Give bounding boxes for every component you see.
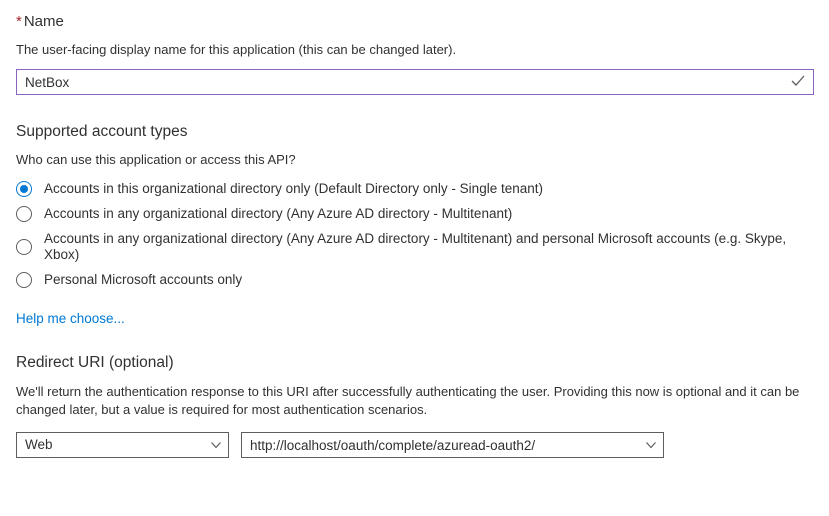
account-types-radio-group xyxy=(16,181,813,288)
platform-select[interactable]: Web xyxy=(16,432,229,458)
name-label-text: Name xyxy=(23,13,64,30)
help-me-choose-link[interactable]: Help me choose... xyxy=(16,311,125,326)
radio-icon[interactable] xyxy=(16,181,32,197)
radio-label: Accounts in any organizational directory (Any Azure AD directory - Multitenant) xyxy=(44,206,513,221)
radio-icon[interactable] xyxy=(16,239,32,255)
redirect-uri-input-wrapper xyxy=(241,432,664,458)
radio-label: Accounts in any organizational directory (Any Azure AD directory - Multitenant) and personal Microsoft accounts (e.g. Skype, Xbox) xyxy=(44,231,787,262)
name-description: The user-facing display name for this application (this can be changed later). xyxy=(16,42,457,57)
name-field-label xyxy=(16,12,813,32)
name-input-wrapper xyxy=(16,69,814,95)
redirect-uri-row xyxy=(16,432,813,458)
radio-option-multitenant-and-personal[interactable] xyxy=(16,231,813,263)
radio-label: Accounts in this organizational directory only (Default Directory only - Single tenant) xyxy=(44,181,543,196)
name-input[interactable] xyxy=(16,69,814,95)
radio-icon[interactable] xyxy=(16,272,32,288)
redirect-uri-title: Redirect URI (optional) xyxy=(16,354,174,371)
redirect-desc-line2: changed later, but a value is required for most authentication scenarios. xyxy=(16,402,428,417)
radio-icon[interactable] xyxy=(16,206,32,222)
required-indicator: * xyxy=(16,13,22,30)
redirect-desc-line1: We'll return the authentication response to this URI after successfully authenticating the user. Providing this now is optional and it can be xyxy=(16,384,800,399)
redirect-uri-input[interactable] xyxy=(241,432,664,458)
radio-option-multitenant[interactable] xyxy=(16,206,813,222)
radio-option-personal-only[interactable] xyxy=(16,272,813,288)
radio-option-single-tenant[interactable] xyxy=(16,181,813,197)
account-types-question: Who can use this application or access this API? xyxy=(16,152,296,167)
platform-select-wrapper[interactable] xyxy=(16,432,229,458)
redirect-uri-description xyxy=(16,383,813,419)
radio-label: Personal Microsoft accounts only xyxy=(44,272,243,287)
supported-account-types-title: Supported account types xyxy=(16,123,188,140)
